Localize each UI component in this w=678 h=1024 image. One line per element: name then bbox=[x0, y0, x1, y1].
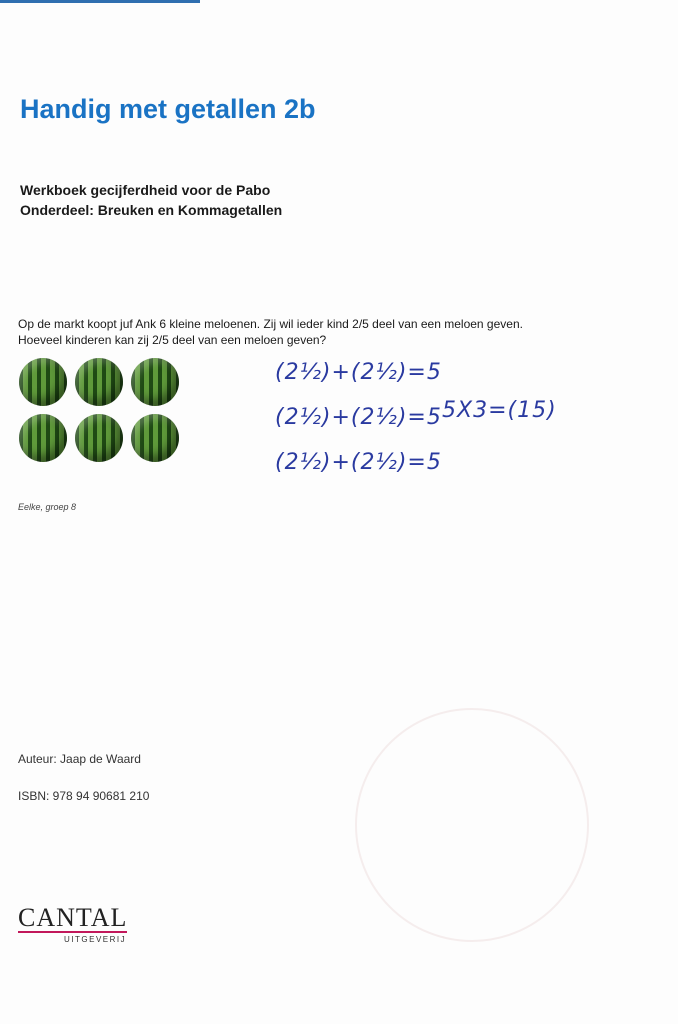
drawing-credit: Eelke, groep 8 bbox=[18, 502, 77, 512]
watermelon-image bbox=[19, 414, 67, 462]
book-title: Handig met getallen 2b bbox=[20, 94, 316, 124]
logo-name: CANTAL bbox=[18, 903, 128, 932]
watermelon-image bbox=[19, 358, 67, 406]
handwriting-line-2: (2½)+(2½)=5 bbox=[275, 405, 442, 430]
watermelon-image bbox=[131, 414, 179, 462]
publisher-logo bbox=[18, 905, 127, 944]
watermelon-image bbox=[131, 358, 179, 406]
subtitle-section: Onderdeel: Breuken en Kommagetallen bbox=[20, 202, 283, 218]
watermelon-image bbox=[75, 358, 123, 406]
question-line-1: Op de markt koopt juf Ank 6 kleine meloenen. Zij wil ieder kind 2/5 deel van een meloen geven. bbox=[18, 317, 523, 331]
watermark-seal bbox=[355, 708, 589, 942]
question-line-2: Hoeveel kinderen kan zij 2/5 deel van een meloen geven? bbox=[18, 333, 327, 347]
watermelon-grid bbox=[19, 358, 179, 462]
author: Auteur: Jaap de Waard bbox=[18, 752, 141, 766]
logo-sub: UITGEVERIJ bbox=[64, 935, 127, 944]
isbn: ISBN: 978 94 90681 210 bbox=[18, 789, 150, 803]
subtitle-workbook: Werkboek gecijferdheid voor de Pabo bbox=[20, 182, 271, 198]
handwriting-result: 5X3=(15) bbox=[442, 398, 557, 423]
watermelon-image bbox=[75, 414, 123, 462]
top-rule bbox=[0, 0, 200, 3]
handwriting-line-3: (2½)+(2½)=5 bbox=[275, 450, 442, 475]
handwriting-line-1: (2½)+(2½)=5 bbox=[275, 360, 442, 385]
